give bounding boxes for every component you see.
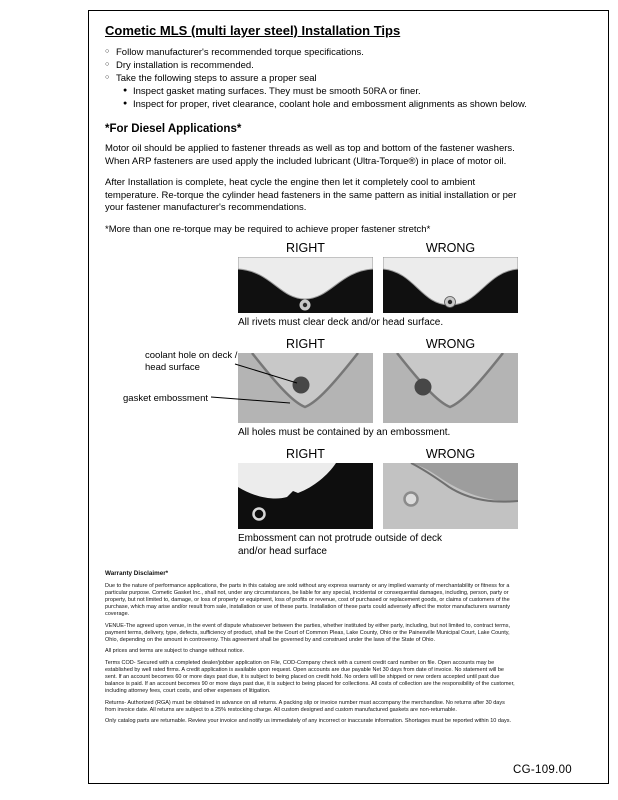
diagram-labels xyxy=(238,241,518,256)
right-label: RIGHT xyxy=(286,337,325,352)
rivet-caption: All rivets must clear deck and/or head surface. xyxy=(238,317,444,329)
diagram-labels xyxy=(238,337,518,352)
protrusion-right-image xyxy=(238,463,373,529)
diagram-panels xyxy=(238,353,594,423)
page-code: CG-109.00 xyxy=(513,764,572,776)
protrusion-wrong-image xyxy=(383,463,518,529)
page-title: Cometic MLS (multi layer steel) Installation Tips xyxy=(105,23,401,38)
tip-item: ○ Dry installation is recommended. xyxy=(105,60,535,71)
disclaimer-paragraph: Only catalog parts are returnable. Review your invoice and notify us immediately of any incorrect or inaccurate information. Shortages must be reported within 10 days. xyxy=(105,718,511,725)
warranty-disclaimer xyxy=(105,570,517,725)
embossment-caption: All holes must be contained by an embossment. xyxy=(238,427,451,439)
diagram-labels xyxy=(238,447,518,462)
tip-subitem: ● Inspect for proper, rivet clearance, coolant hole and embossment alignments as shown below. xyxy=(122,99,552,110)
gasket-embossment-annotation: gasket embossment xyxy=(123,393,209,405)
diagram-section xyxy=(105,241,594,558)
disclaimer-paragraph: VENUE-The agreed upon venue, in the event of dispute whatsoever between the parties, whether instituted by either party, including, but not limited to, contract terms, payment terms, delivery, type, defects, sufficiency of product, shall be the Court of Common Pleas, Lake County, Ohio or the Painesville Municipal Court, Lake County, Ohio, depending on the amount in controversy. This agreement shall be governed by and construed under the laws of the State of Ohio. xyxy=(105,622,510,643)
protrusion-caption: Embossment can not protrude outside of deck and/or head surface xyxy=(238,533,443,557)
diagram-panels xyxy=(238,257,594,313)
retorque-note: *More than one re-torque may be required to achieve proper fastener stretch* xyxy=(105,223,431,235)
tip-subitem: ● Inspect gasket mating surfaces. They must be smooth 50RA or finer. xyxy=(122,86,552,97)
diesel-applications-heading: *For Diesel Applications* xyxy=(105,123,242,135)
disclaimer-paragraph: Due to the nature of performance applications, the parts in this catalog are sold without any express warranty or any implied warranty of merchantability or fitness for a particular purpose. Cometic Gasket Inc., shall not, under any circumstances, be liable for any special, incidental or consequential damages, including, person, party or property, but not limited to, damage, or loss of property or equipment, loss of profits or revenue, cost of purchased or replacement goods, or claims of customers of the purchase, which may arise and/or result from sale, installation or use of these parts. Installation of these parts could adversely affect the motor manufacturers warranty coverage. xyxy=(105,583,510,618)
rivet-right-image xyxy=(238,257,373,313)
right-label: RIGHT xyxy=(286,241,325,256)
wrong-label: WRONG xyxy=(425,241,476,256)
disclaimer-paragraph: Returns- Authorized (RGA) must be obtained in advance on all returns. A packing slip or invoice number must accompany the merchandise. No returns after 30 days from invoice date. All returns are subject to a 25% restocking charge. All custom designed and custom manufactured gaskets are non-returnable. xyxy=(105,699,505,713)
rivet-wrong-image xyxy=(383,257,518,313)
coolant-hole-annotation: coolant hole on deck / head surface xyxy=(145,350,238,373)
protrusion-diagram-row xyxy=(105,447,594,558)
disclaimer-heading: Warranty Disclaimer* xyxy=(105,570,169,578)
diagram-panels xyxy=(238,463,594,529)
right-label: RIGHT xyxy=(286,447,325,462)
wrong-label: WRONG xyxy=(425,337,476,352)
coolant-hole-right-image xyxy=(238,353,373,423)
tip-item: ○ Follow manufacturer's recommended torque specifications. xyxy=(105,47,535,58)
embossment-diagram-row xyxy=(105,337,594,438)
disclaimer-paragraph: Terms COD- Secured with a completed dealer/jobber application on File, COD-Company check with a current credit card number on file. Open accounts may be established by well rated firms. A credit application is available upon request. Open accounts are due payable Net 30 days from date of invoice. No statement will be sent. If an account becomes 60 or more days past due, it is subject to being placed on credit hold. No orders will be shipped or new orders accepted until past due balance is paid. If an account becomes 90 or more days past due, it is subject to being placed for collections. All costs of collection are the responsibility of the customer, including attorney fees, court costs, and other expenses of litigation. xyxy=(105,660,515,695)
coolant-hole-wrong-image xyxy=(383,353,518,423)
diesel-paragraph-2: After Installation is complete, heat cycle the engine then let it completely cool to ambient temperature. Re-torque the cylinder head fasteners in the same pattern as initial installation or per your fastener manufacturer's recommendations. xyxy=(105,177,517,214)
wrong-label: WRONG xyxy=(425,447,476,462)
installation-tips-list xyxy=(105,47,594,110)
catalog-page-frame xyxy=(88,10,609,784)
diesel-paragraph-1: Motor oil should be applied to fastener threads as well as top and bottom of the fastener washers. When ARP fasteners are used apply the included lubricant (Ultra-Torque®) in place of motor oil. xyxy=(105,143,515,167)
rivet-diagram-row xyxy=(105,241,594,328)
disclaimer-paragraph: All prices and terms are subject to change without notice. xyxy=(105,648,245,655)
tip-item: ○ Take the following steps to assure a proper seal xyxy=(105,73,535,84)
